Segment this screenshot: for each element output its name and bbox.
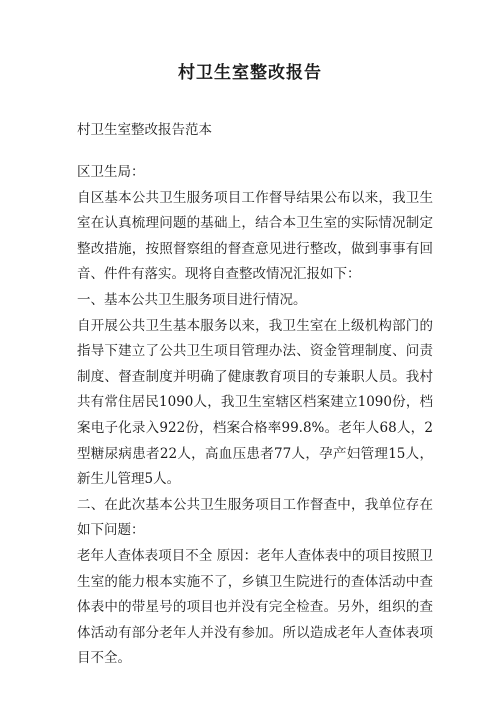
salutation: 区卫生局：	[77, 164, 145, 180]
intro-paragraph: 自区基本公共卫生服务项目工作督导结果公布以来，我卫生室在认真梳理问题的基础上，结合本卫生室的实际情况制定整改措施，按照督察组的督查意见进行整改，做到事事有回音、件件有落实。现将自查整改情况汇报如下：	[77, 189, 433, 283]
section-1-paragraph: 自开展公共卫生基本服务以来，我卫生室在上级机构部门的指导下建立了公共卫生项目管理办法、资金管理制度、问责制度、督查制度并明确了健康教育项目的专兼职人员。我村共有常住居民1090人，我卫生室辖区档案建立1090份，档案电子化录入922份，档案合格率99.8%。老年人68人，2型糖尿病患者22人，高血压患者77人，孕产妇管理15人，新生儿管理5人。	[77, 317, 433, 488]
document-body	[77, 160, 433, 672]
document-subtitle: 村卫生室整改报告范本	[77, 122, 212, 138]
problem-paragraph: 老年人查体表项目不全 原因：老年人查体表中的项目按照卫生室的能力根本实施不了，乡镇卫生院进行的查体活动中查体表中的带星号的项目也并没有完全检查。另外，组织的查体活动有部分老年人并没有参加。所以造成老年人查体表项目不全。	[77, 547, 433, 667]
section-heading-2: 二、在此次基本公共卫生服务项目工作督查中，我单位存在如下问题：	[77, 496, 433, 539]
section-heading-1: 一、基本公共卫生服务项目进行情况。	[77, 291, 307, 308]
document-title: 村卫生室整改报告	[178, 63, 322, 83]
